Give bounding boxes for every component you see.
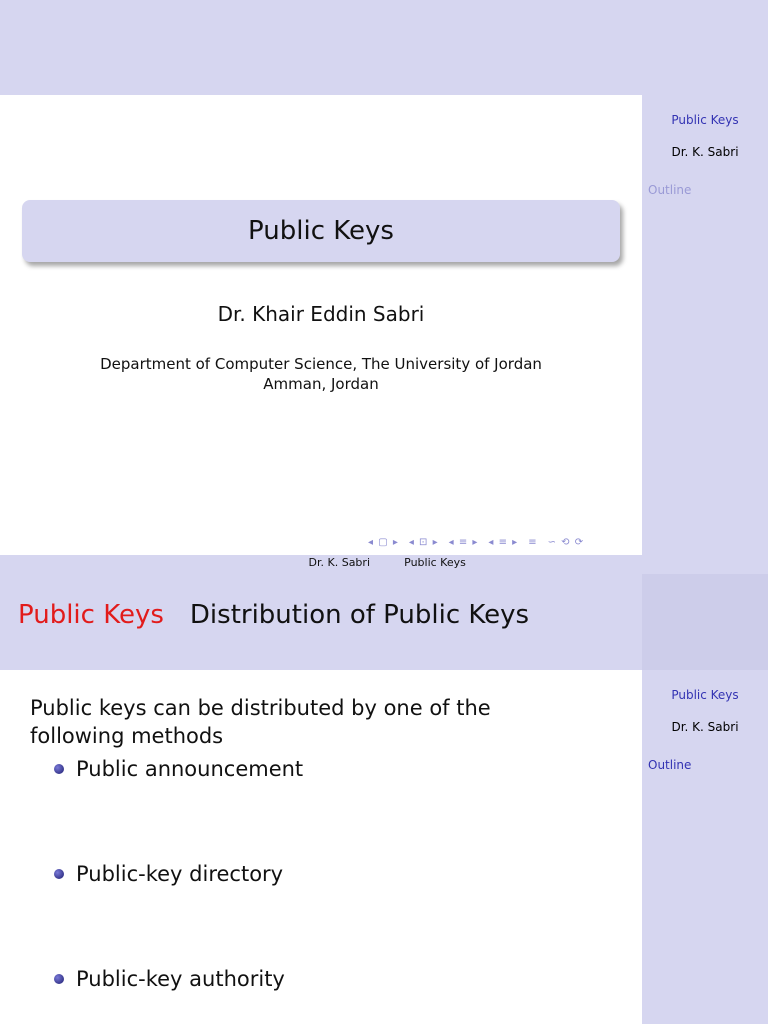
nav-section-icon[interactable]: ◂ ≡ ▸ [448, 536, 479, 548]
slide1-title: Public Keys [248, 216, 394, 246]
nav-frame-icon[interactable]: ◂ ▢ ▸ [368, 536, 399, 548]
list-item [54, 757, 303, 781]
bullet-text: Public announcement [76, 757, 304, 781]
bullet-text: Public-key directory [76, 862, 284, 886]
slide1-institution-line2: Amman, Jordan [263, 375, 379, 393]
slide1-sidebar-author: Dr. K. Sabri [671, 145, 739, 159]
nav-subsection-icon[interactable]: ◂ ⊡ ▸ [408, 536, 439, 548]
bullet-text: Public-key authority [76, 967, 285, 991]
slide1-sidebar [642, 0, 768, 574]
footer-author: Dr. K. Sabri [308, 556, 370, 569]
bullet-icon [54, 974, 64, 984]
nav-search-icon[interactable]: ∽ ⟲ ⟳ [547, 536, 585, 548]
slide1-sidebar-outline-link[interactable]: Outline [648, 183, 692, 197]
slide2-sidebar-author: Dr. K. Sabri [671, 720, 739, 734]
slide1-institution-line1: Department of Computer Science, The University of Jordan [100, 355, 542, 373]
slide1-title-box [22, 200, 620, 262]
list-item [54, 862, 283, 886]
nav-section2-icon[interactable]: ◂ ≡ ▸ [488, 536, 519, 548]
list-item [54, 967, 285, 991]
slide2-frame-title [18, 600, 529, 630]
beamer-navigation-bar [368, 535, 640, 549]
footer-title: Public Keys [404, 556, 466, 569]
slide2-intro-text: Public keys can be distributed by one of the following methods [30, 696, 491, 748]
slide2-sidebar-outline-link[interactable]: Outline [648, 758, 692, 772]
bullet-icon [54, 764, 64, 774]
slide1-header-bar [0, 0, 642, 95]
slide1-sidebar-title-link[interactable]: Public Keys [671, 113, 739, 127]
slide2-sidebar-title-link[interactable]: Public Keys [671, 688, 739, 702]
slide2-section-name: Public Keys [18, 600, 164, 630]
nav-appendix-icon[interactable]: ≡ [528, 536, 538, 548]
slide1-author: Dr. Khair Eddin Sabri [217, 302, 425, 326]
slide2-title: Distribution of Public Keys [189, 600, 530, 630]
slide2-sidebar-top [642, 574, 768, 670]
bullet-icon [54, 869, 64, 879]
